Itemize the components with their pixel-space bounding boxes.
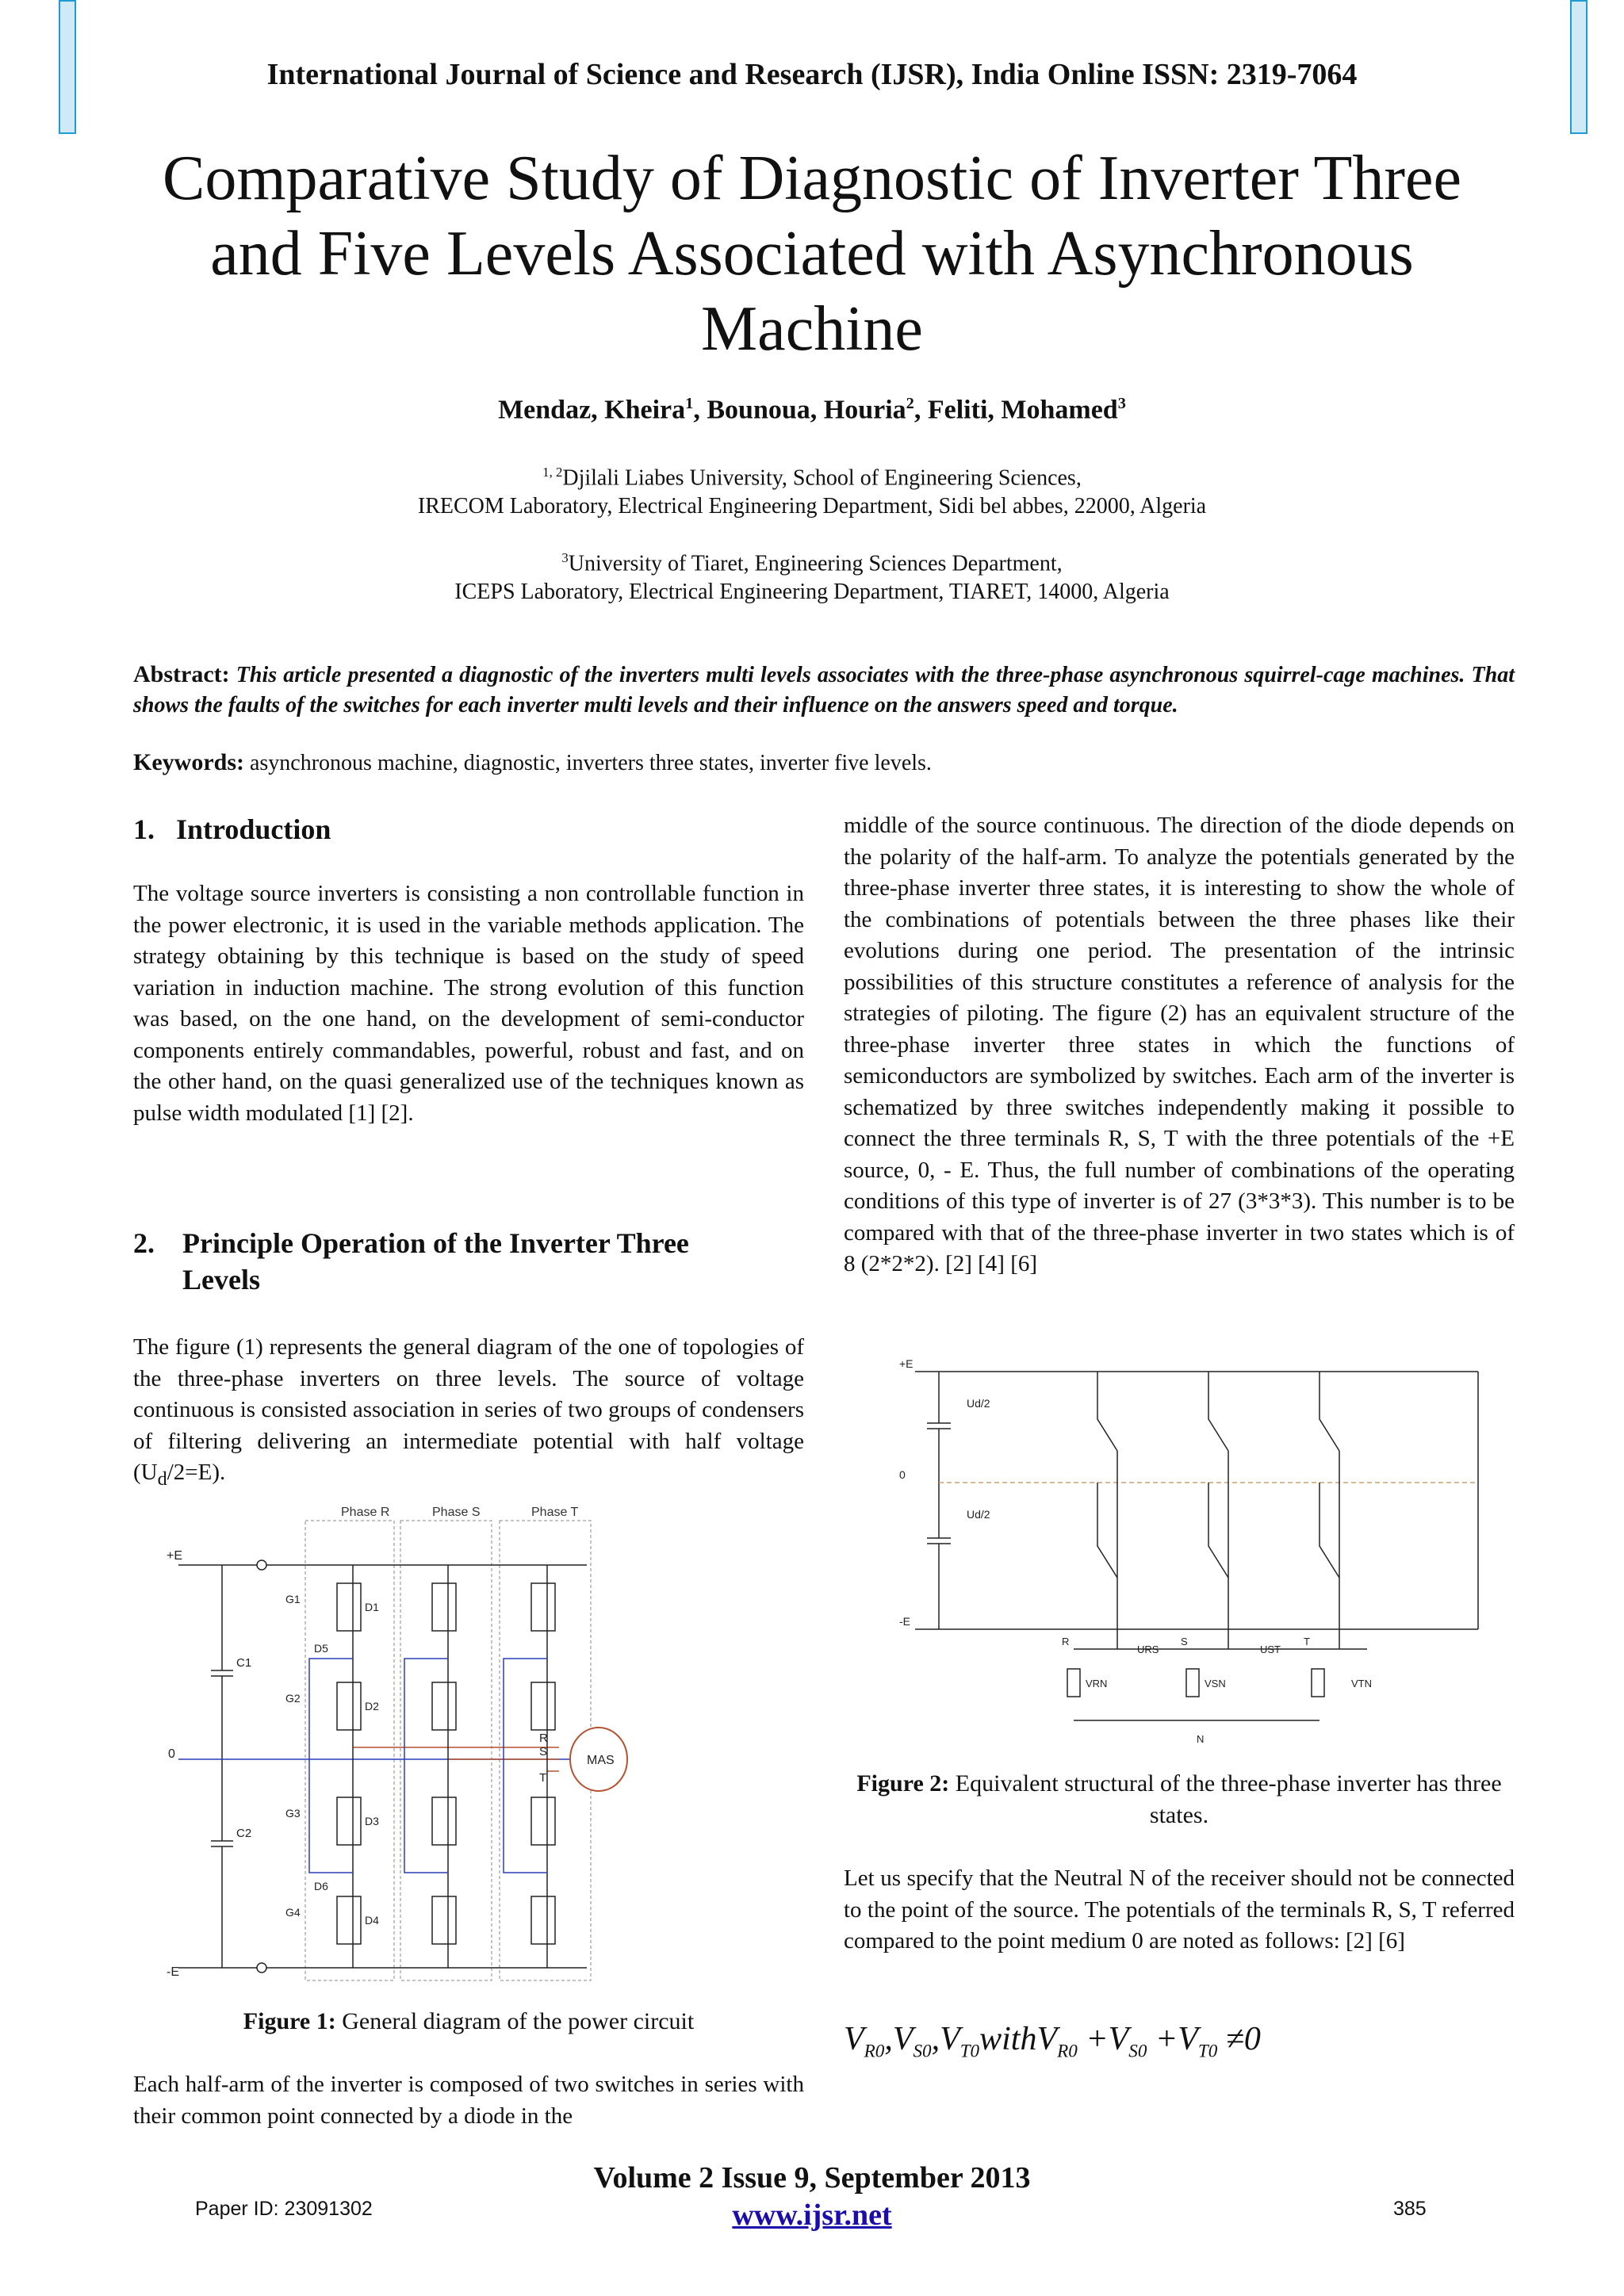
clamp-diodes-t — [504, 1659, 547, 1873]
output-label-r: R — [539, 1732, 548, 1745]
switch-label-d6: D6 — [314, 1880, 328, 1892]
figure-1-caption-label: Figure 1: — [243, 2008, 336, 2034]
eq-comma-2: , — [931, 2021, 940, 2057]
figure-2-caption-text: Equivalent structural of the three-phase inverter has three states. — [949, 1770, 1502, 1828]
eq-plus-2: + — [1155, 2021, 1178, 2057]
label-r: R — [1062, 1636, 1070, 1647]
affiliation-2-line-2: ICEPS Laboratory, Electrical Engineering Department, TIARET, 14000, Algeria — [454, 580, 1170, 605]
section-2-body — [133, 1332, 804, 1494]
phase-t-switches — [531, 1565, 555, 1968]
eq-v3: V — [940, 2021, 960, 2057]
eq-s0: S0 — [913, 2040, 932, 2061]
affiliation-1-line-1: Djilali Liabes University, School of Engineering Sciences, — [562, 465, 1082, 491]
figure-1-caption — [133, 2008, 804, 2035]
machine-label: MAS — [587, 1754, 615, 1767]
journal-header: International Journal of Science and Research (IJSR), India Online ISSN: 2319-7064 — [266, 58, 1358, 91]
author-2-sup: 2 — [906, 395, 914, 412]
page-number: 385 — [1393, 2198, 1427, 2220]
section-2-heading — [133, 1225, 804, 1298]
section-1-heading: 1. Introduction — [133, 813, 331, 845]
phase-r-switches — [337, 1565, 361, 1968]
terminal-plus-e — [257, 1560, 266, 1570]
affiliation-2 — [0, 544, 1624, 607]
abstract-label: Abstract: — [133, 661, 230, 687]
eq-comma-1: , — [884, 2021, 893, 2057]
abstract-text: This article presented a diagnostic of the inverters multi levels associates with the three-phase asynchronous squirrel-cage machines. That shows the faults of the switches for each inverter multi levels and their influence on the answers speed and torque. — [133, 663, 1515, 718]
rail-label-plus-e: +E — [167, 1549, 183, 1563]
label-zero: 0 — [899, 1468, 906, 1481]
affiliation-1 — [0, 458, 1624, 521]
affiliation-2-sup: 3 — [561, 550, 569, 565]
output-label-s: S — [539, 1745, 548, 1758]
switch-label-d5: D5 — [314, 1642, 328, 1655]
author-1: Mendaz, Kheira — [498, 395, 686, 425]
figure-1-circuit-diagram — [167, 1500, 666, 2007]
footer-volume: Volume 2 Issue 9, September 2013 — [593, 2161, 1031, 2195]
eq-r0: R0 — [864, 2040, 885, 2061]
eq-v1: V — [844, 2021, 864, 2057]
label-ust: UST — [1260, 1644, 1281, 1655]
eq-v4: V — [1036, 2021, 1058, 2057]
phase-s-box — [400, 1521, 492, 1980]
label-vsn: VSN — [1205, 1678, 1226, 1689]
label-plus-e: +E — [899, 1357, 914, 1370]
label-vrn: VRN — [1086, 1678, 1108, 1689]
switch-label-d1: D1 — [365, 1601, 379, 1613]
keywords-text: asynchronous machine, diagnostic, inverters three states, inverter five levels. — [249, 751, 932, 775]
label-ud2-top: Ud/2 — [967, 1397, 990, 1410]
rail-label-zero: 0 — [168, 1747, 175, 1761]
figure-2-caption-label: Figure 2: — [856, 1770, 950, 1797]
cap-label-c1: C1 — [236, 1656, 252, 1670]
keywords-label: Keywords: — [133, 749, 244, 775]
abstract — [133, 660, 1515, 721]
output-label-t: T — [539, 1771, 547, 1785]
label-vtn: VTN — [1351, 1678, 1372, 1689]
label-n: N — [1197, 1733, 1205, 1745]
keywords — [133, 749, 1515, 776]
right-column-after-figure: Let us specify that the Neutral N of the receiver should not be connected to the point of the source. The potentials of the terminals R, S, T referred compared to the point medium 0 are noted as follows: [2] [6] — [844, 1866, 1515, 1954]
switch-label-d3: D3 — [365, 1815, 379, 1827]
eq-s0-b: S0 — [1128, 2040, 1147, 2061]
phase-r-box — [305, 1521, 394, 1980]
section-2-body-end: /2=E). — [167, 1460, 226, 1485]
affiliation-1-line-2: IRECOM Laboratory, Electrical Engineering Department, Sidi bel abbes, 22000, Algeria — [417, 494, 1207, 519]
clamp-diodes-r — [309, 1659, 353, 1873]
label-urs: URS — [1137, 1644, 1159, 1655]
rail-label-minus-e: -E — [167, 1965, 179, 1979]
eq-v2: V — [892, 2021, 914, 2057]
eq-neq: ≠ — [1225, 2021, 1244, 2057]
section-2-heading-line-2: Levels — [182, 1264, 260, 1295]
author-list — [0, 395, 1624, 425]
cap-label-c2: C2 — [236, 1827, 252, 1840]
eq-plus-1: + — [1086, 2021, 1109, 2057]
section-1-body: The voltage source inverters is consisting a non controllable function in the power electronic, it is used in the variable methods application. The strategy obtaining by this technique is based on the study of speed variation in induction machine. The strong evolution of this function was based, on the one hand, on the development of semi-conductor components entirely commandables, powerful, robust and fast, and on the other hand, on the quasi generalized use of the techniques known as pulse width modulated [1] [2]. — [133, 881, 804, 1126]
section-2-body-sub: d — [157, 1468, 167, 1490]
eq-t0: T0 — [959, 2040, 980, 2061]
eq-v5: V — [1108, 2021, 1129, 2057]
author-3-sup: 3 — [1117, 395, 1126, 412]
label-t: T — [1304, 1636, 1310, 1647]
switch-label-g3: G3 — [285, 1807, 301, 1820]
paper-title: Comparative Study of Diagnostic of Inverter Three and Five Levels Associated with Asynchronous Machine — [162, 144, 1462, 364]
section-2-heading-line-1: Principle Operation of the Inverter Three — [182, 1227, 689, 1259]
footer-url-link[interactable]: www.ijsr.net — [732, 2198, 892, 2232]
switch-label-g1: G1 — [285, 1593, 301, 1605]
label-s: S — [1181, 1636, 1188, 1647]
affiliation-1-sup: 1, 2 — [542, 465, 563, 480]
switch-label-d4: D4 — [365, 1914, 379, 1927]
eq-r0-b: R0 — [1057, 2040, 1078, 2061]
figure-1-caption-text: General diagram of the power circuit — [335, 2008, 695, 2034]
switch-label-d2: D2 — [365, 1700, 379, 1712]
author-3: , Feliti, Mohamed — [914, 395, 1118, 425]
eq-v6: V — [1178, 2021, 1198, 2057]
author-2: , Bounoua, Houria — [693, 395, 906, 425]
switch-label-g2: G2 — [285, 1692, 301, 1705]
eq-t0-b: T0 — [1197, 2040, 1218, 2061]
label-ud2-bottom: Ud/2 — [967, 1508, 990, 1521]
phase-s-switches — [432, 1565, 456, 1968]
clamp-diodes-s — [404, 1659, 448, 1873]
figure-2-equivalent-structure — [891, 1348, 1494, 1752]
right-column-body: middle of the source continuous. The direction of the diode depends on the polarity of the half-arm. To analyze the potentials generated by the three-phase inverter three states, it is interesting to show the whole of the combinations of potentials between the three phases like their evolutions during one period. The presentation of the intrinsic possibilities of this structure constitutes a reference of analysis for the strategies of piloting. The figure (2) has an equivalent structure of the three-phase inverter three states in which the functions of semiconductors are symbolized by switches. Each arm of the inverter is schematized by three switches independently making it possible to connect the three terminals R, S, T with the three potentials of the +E source, 0, - E. Thus, the full number of combinations of the operating conditions of this type of inverter is of 27 (3*3*3). This number is to be compared with that of the three-phase inverter in two states which is of 8 (2*2*2). [2] [4] [6] — [844, 813, 1515, 1276]
section-2-body-text: The figure (1) represents the general diagram of the one of topologies of the three-phase inverters on three levels. The source of voltage continuous is consisted association in series of two groups of condensers of filtering delivering an intermediate potential with half voltage (U — [133, 1334, 804, 1485]
phase-label-r: Phase R — [341, 1506, 390, 1519]
figure-1-following-text: Each half-arm of the inverter is composed of two switches in series with their common point connected by a diode in the — [133, 2072, 804, 2129]
phase-label-t: Phase T — [531, 1506, 579, 1519]
figure-2-caption — [844, 1768, 1515, 1831]
terminal-minus-e — [257, 1963, 266, 1973]
switch-label-g4: G4 — [285, 1906, 301, 1919]
affiliation-2-line-1: University of Tiaret, Engineering Sciences Department, — [568, 551, 1063, 576]
eq-with: with — [979, 2021, 1037, 2057]
paper-id: Paper ID: 23091302 — [195, 2198, 373, 2220]
section-2-number: 2. — [133, 1227, 155, 1259]
author-1-sup: 1 — [685, 395, 694, 412]
label-minus-e: -E — [899, 1615, 910, 1628]
phase-label-s: Phase S — [432, 1506, 481, 1519]
equation — [844, 2020, 1261, 2061]
eq-zero: 0 — [1243, 2021, 1261, 2057]
